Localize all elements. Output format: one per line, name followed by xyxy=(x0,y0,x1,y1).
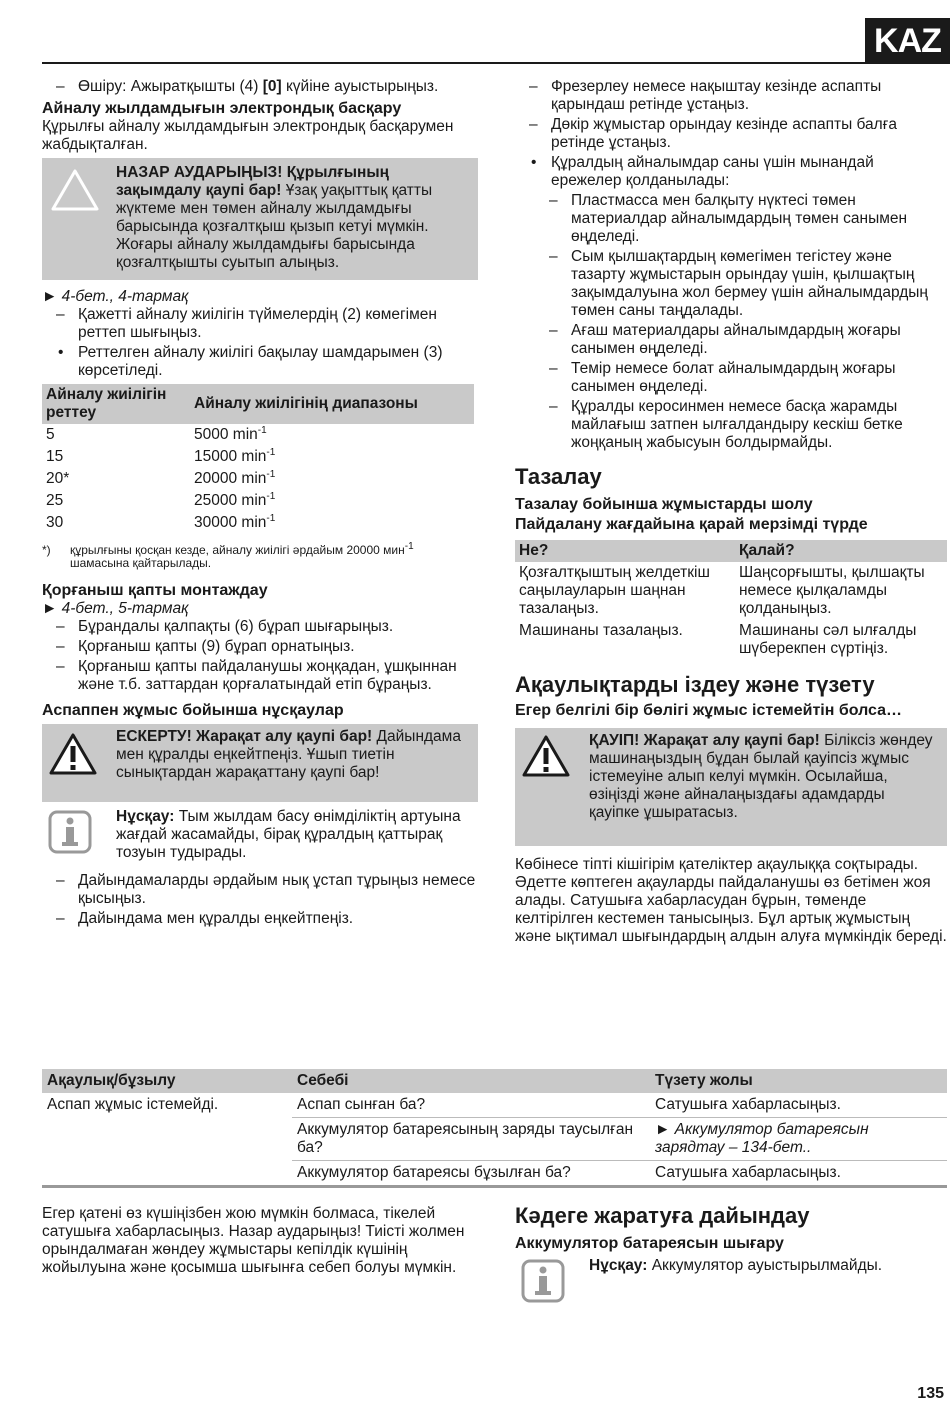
list-item: – Ағаш материалдары айналымдардың жоғары санымен өңделеді. xyxy=(515,322,947,358)
table-row: 20* 20000 $\min^{-1}$ xyxy=(46,468,276,487)
warning-box: ЕСКЕРТУ! Жарақат алу қаупі бар! Дайындама мен құралды еңкейтпеңіз. Ұшып тиетін сынықтардан жарақаттану қаупі бар! xyxy=(42,724,478,802)
reference-1: ► 4-бет., 4-тармақ xyxy=(42,288,189,305)
troubleshooting-text: Көбінесе тіпті кішігірім қателіктер ақаулыққа соқтырады. Әдетте көптеген ақауларды пайдаланушы өз бетімен жоя алады. Сатушыға хабарласудан бұрын, төменде келтірілген кестемен танысыңыз. Бұл артық жұмыстың және ықтимал шығындардың алдын алуға мүмкіндік береді. xyxy=(515,856,947,945)
cleaning-title: Тазалау xyxy=(515,464,602,489)
danger-icon xyxy=(521,734,571,778)
info-icon xyxy=(521,1259,565,1303)
warning-icon xyxy=(48,732,98,776)
table-row: Аккумулятор батареясының заряды таусылған ба? ► Аккумулятор батареясын зарядтау – 134-бет.. xyxy=(42,1118,947,1161)
caution-icon xyxy=(50,168,100,212)
cleaning-table xyxy=(515,540,947,660)
table-row: Аспап жұмыс істемейді. Аспап сынған ба? Сатушыға хабарласыңыз. xyxy=(42,1093,947,1118)
fault-table-header: Ақаулық/бұзылу xyxy=(42,1069,292,1093)
disposal-subtitle: Аккумулятор батареясын шығару xyxy=(515,1235,784,1252)
fault-table xyxy=(42,1069,947,1188)
list-item: – Бұрандалы қалпақты (6) бұрап шығарыңыз. xyxy=(42,618,478,636)
table-row: 15 15000 $\min^{-1}$ xyxy=(46,446,276,465)
fault-table-header: Түзету жолы xyxy=(650,1069,947,1093)
speed-dash-item: – Қажетті айналу жиілігін түймелердің (2) көмегімен реттеп шығыңыз. xyxy=(42,306,478,342)
footnote: *) құрылғыны қосқан кезде, айналу жиілігі әрдайым 20000 мин$^{-1}$ шамасына қайтарылады. xyxy=(42,541,414,570)
list-item: – Фрезерлеу немесе нақыштау кезінде аспапты қарындаш ретінде ұстаңыз. xyxy=(515,78,947,114)
reference-2: ► 4-бет., 5-тармақ xyxy=(42,600,189,617)
speed-bullet-item: • Реттелген айналу жиілігі бақылау шамдарымен (3) көрсетіледі. xyxy=(42,344,478,380)
list-item: – Құралды керосинмен немесе басқа жарамды майлағыш затпен ылғалдандыру кескіш бетке жоңқаның жабысуын болдырмайды. xyxy=(515,398,947,452)
cleaning-subtitle: Тазалау бойынша жұмыстарды шолу xyxy=(515,496,813,513)
repair-note: Егер қатені өз күшіңізбен жою мүмкін болмаса, тікелей сатушыға хабарласыңыз. Назар аударыңыз! Тиісті жолмен орындалмаған жөндеу жұмыстары кепілдік күшінің жойылуына және қосымша шығынға себеп болуы мүмкін. xyxy=(42,1205,465,1276)
troubleshooting-subtitle: Егер белгілі бір бөлігі жұмыс істемейтін болса… xyxy=(515,702,903,719)
table-row: 5 5000 $\min^{-1}$ xyxy=(46,424,267,443)
work-heading: Аспаппен жұмыс бойынша нұсқаулар xyxy=(42,702,344,719)
hint-block: Нұсқау: Тым жылдам басу өнімділіктің артуына жағдай жасамайды, бірақ құралдың қаттырақ тозуын тудырады. xyxy=(42,802,478,866)
fault-table-header: Себебі xyxy=(292,1069,650,1093)
list-item: – Дайындама мен құралды еңкейтпеңіз. xyxy=(42,910,478,928)
disposal-hint: Нұсқау: Аккумулятор ауыстырылмайды. xyxy=(515,1253,947,1307)
danger-box: ҚАУІП! Жарақат алу қаупі бар! Біліксіз жөндеу машинаңыздың бұдан былай қауіпсіз жұмыс істемеуіне алып келуі мүмкін. Осылайша, өзіңізді және айналаңыздағы адамдарды қауіпке ұшыратасыз. xyxy=(515,728,947,846)
right-column xyxy=(515,78,947,946)
cleaning-table-header: Қалай? xyxy=(735,540,947,562)
speed-table-header: Айналу жиілігін реттеу xyxy=(42,384,190,424)
list-item: – Қорғаныш қапты пайдаланушы жоңқадан, ұшқыннан және т.б. заттардан қорғалатындай етіп бұраңыз. xyxy=(42,658,478,694)
disposal-title: Кәдеге жаратуға дайындау xyxy=(515,1203,810,1228)
table-row: Аккумулятор батареясы бұзылған ба? Сатушыға хабарласыңыз. xyxy=(297,1164,841,1181)
table-row: Қозғалтқыштың желдеткіш саңылауларын шаңнан тазалаңыз. Шаңсорғышты, қылшақты немесе қылқаламды қолданыңыз. xyxy=(519,564,925,617)
language-tag: KAZ xyxy=(865,18,950,64)
header-rule xyxy=(42,62,865,64)
speed-text: Құрылғы айналу жылдамдығын электрондық басқарумен жабдықталған. xyxy=(42,118,454,153)
troubleshooting-title: Ақаулықтарды іздеу және түзету xyxy=(515,672,875,697)
list-item: – Қорғаныш қапты (9) бұрап орнатыңыз. xyxy=(42,638,478,656)
charging-reference-link[interactable]: ► Аккумулятор батареясын зарядтау – 134-бет.. xyxy=(650,1118,947,1161)
list-item: – Сым қылшақтардың көмегімен тегістеу және тазарту жұмыстарын орындау үшін, қылшақтың зақымдалуына жол бермеу үшін айналымдардың төмен саны таңдалады. xyxy=(515,248,947,320)
cleaning-period: Пайдалану жағдайына қарай мерзімді түрде xyxy=(515,516,868,533)
list-item: – Дайындамаларды әрдайым нық ұстап тұрыңыз немесе қысыңыз. xyxy=(42,872,478,908)
disposal-section xyxy=(515,1203,947,1307)
speed-heading: Айналу жылдамдығын электрондық басқару xyxy=(42,100,402,117)
left-column xyxy=(42,78,478,928)
rpm-bullet: • Құралдың айналымдар саны үшін мынандай ережелер қолданылады: xyxy=(515,154,947,190)
table-row: 30 30000 $\min^{-1}$ xyxy=(46,512,276,531)
switch-off-item: – Өшіру: Ажыратқышты (4) [0] күйіне ауыстырыңыз. xyxy=(42,78,478,96)
info-icon xyxy=(48,810,92,854)
speed-table xyxy=(42,384,474,534)
guard-heading: Қорғаныш қапты монтаждау xyxy=(42,582,268,599)
list-item: – Темір немесе болат айналымдардың жоғары санымен өңделеді. xyxy=(515,360,947,396)
page-number: 135 xyxy=(917,1385,944,1402)
list-item: – Пластмасса мен балқыту нүктесі төмен материалдар айналымдардың төмен санымен өңделеді. xyxy=(515,192,947,246)
notice-box: НАЗАР АУДАРЫҢЫЗ! Құрылғының зақымдалу қаупі бар! Ұзақ уақыттық қатты жүктеме мен төмен айналу жылдамдығы барысында қозғалтқыш қызып кетуі мүмкін. Жоғары айналу жылдамдығы барысында қозғалтқышты суытып алыңыз. xyxy=(42,158,478,280)
list-item: – Дөкір жұмыстар орындау кезінде аспапты балға ретінде ұстаңыз. xyxy=(515,116,947,152)
speed-table-header: Айналу жиілігінің диапазоны xyxy=(190,384,474,424)
table-row: 25 25000 $\min^{-1}$ xyxy=(46,490,276,509)
table-row: Машинаны тазалаңыз. Машинаны сәл ылғалды шүберекпен сүртіңіз. xyxy=(519,622,917,657)
cleaning-table-header: Не? xyxy=(515,540,735,562)
